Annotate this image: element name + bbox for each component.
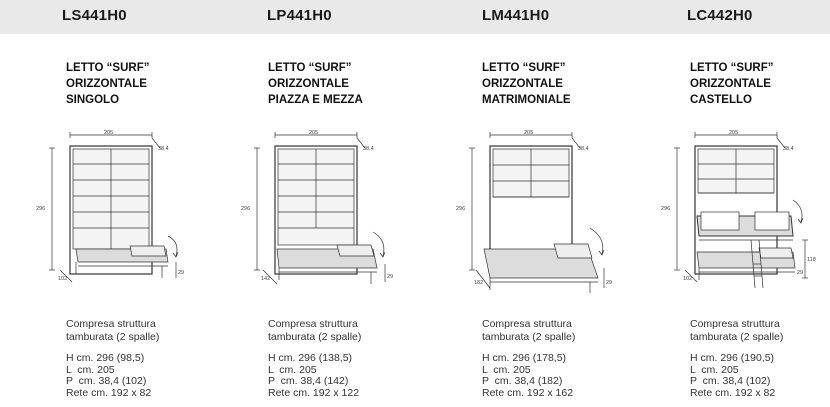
title-line: MATRIMONIALE — [482, 94, 571, 106]
desc-line: tamburata (2 spalle) — [690, 330, 784, 343]
dim-width: 205 — [104, 130, 114, 136]
product-title — [268, 60, 363, 108]
spec-line: P cm. 38,4 (142) — [268, 375, 349, 388]
dim-height: 296 — [661, 206, 671, 212]
product-column-singolo — [0, 0, 200, 407]
product-code: LS441H0 — [62, 7, 127, 24]
spec-line: L cm. 205 — [268, 363, 317, 376]
title-line: SINGOLO — [66, 94, 120, 106]
spec-line: P cm. 38,4 (182) — [482, 375, 563, 388]
dim-depth-bottom: 102 — [58, 276, 68, 282]
dim-depth-top: 38,4 — [783, 146, 794, 152]
desc-line: Compresa struttura — [268, 318, 358, 330]
spec-line: L cm. 205 — [690, 363, 739, 376]
spec-line: Rete cm. 192 x 122 — [268, 387, 360, 400]
spec-line: H cm. 296 (138,5) — [268, 352, 353, 364]
product-description — [66, 318, 159, 343]
desc-line: tamburata (2 spalle) — [268, 330, 362, 343]
dim-width: 205 — [309, 130, 319, 136]
dim-leg: 29 — [387, 274, 394, 280]
dim-depth-bottom: 182 — [474, 280, 484, 286]
spec-line: H cm. 296 (178,5) — [482, 352, 567, 364]
title-line: ORIZZONTALE — [66, 78, 147, 90]
product-title — [66, 60, 149, 108]
product-specs — [66, 353, 151, 400]
desc-line: tamburata (2 spalle) — [66, 330, 160, 343]
spec-line: P cm. 38,4 (102) — [66, 375, 147, 388]
dim-extra: 118 — [807, 257, 816, 263]
product-column-matrimoniale — [420, 0, 620, 407]
product-description — [268, 318, 361, 343]
desc-line: Compresa struttura — [690, 318, 780, 330]
product-code: LC442H0 — [687, 7, 753, 24]
title-line: ORIZZONTALE — [482, 78, 563, 90]
bed-drawing — [655, 128, 830, 298]
dim-leg: 29 — [178, 270, 185, 276]
desc-line: tamburata (2 spalle) — [482, 330, 576, 343]
dim-depth-top: 38,4 — [363, 146, 374, 152]
dim-width: 205 — [524, 130, 534, 136]
dim-height: 296 — [36, 206, 46, 212]
dim-height: 296 — [241, 206, 251, 212]
title-line: LETTO “SURF” — [268, 62, 352, 74]
desc-line: Compresa struttura — [482, 318, 572, 330]
product-specs — [482, 353, 573, 400]
spec-line: L cm. 205 — [66, 363, 115, 376]
title-line: PIAZZA E MEZZA — [268, 94, 363, 106]
spec-line: Rete cm. 192 x 162 — [482, 387, 574, 400]
title-line: LETTO “SURF” — [66, 62, 150, 74]
spec-line: H cm. 296 (98,5) — [66, 352, 145, 364]
product-title — [690, 60, 773, 108]
product-column-castello — [625, 0, 825, 407]
title-line: ORIZZONTALE — [690, 78, 771, 90]
product-description — [482, 318, 575, 343]
bed-drawing — [30, 128, 220, 298]
title-line: ORIZZONTALE — [268, 78, 349, 90]
spec-line: P cm. 38,4 (102) — [690, 375, 771, 388]
product-specs — [268, 353, 359, 400]
product-specs — [690, 353, 775, 400]
bed-drawing — [235, 128, 425, 298]
spec-line: H cm. 296 (190,5) — [690, 352, 775, 364]
spec-line: Rete cm. 192 x 82 — [66, 387, 152, 400]
dim-leg: 29 — [797, 270, 804, 276]
dim-width: 205 — [729, 130, 739, 136]
dim-depth-top: 38,4 — [578, 146, 589, 152]
desc-line: Compresa struttura — [66, 318, 156, 330]
title-line: LETTO “SURF” — [482, 62, 566, 74]
spec-line: L cm. 205 — [482, 363, 531, 376]
dim-depth-top: 38,4 — [158, 146, 169, 152]
product-code: LM441H0 — [482, 7, 550, 24]
dim-leg: 29 — [606, 280, 613, 286]
product-column-piazza-e-mezza — [205, 0, 405, 407]
dim-height: 296 — [456, 206, 466, 212]
bed-drawing — [450, 128, 640, 298]
dim-depth-bottom: 142 — [261, 276, 271, 282]
product-title — [482, 60, 571, 108]
title-line: LETTO “SURF” — [690, 62, 774, 74]
product-description — [690, 318, 783, 343]
title-line: CASTELLO — [690, 94, 752, 106]
spec-line: Rete cm. 192 x 82 — [690, 387, 776, 400]
product-code: LP441H0 — [267, 7, 332, 24]
dim-depth-bottom: 102 — [683, 276, 693, 282]
